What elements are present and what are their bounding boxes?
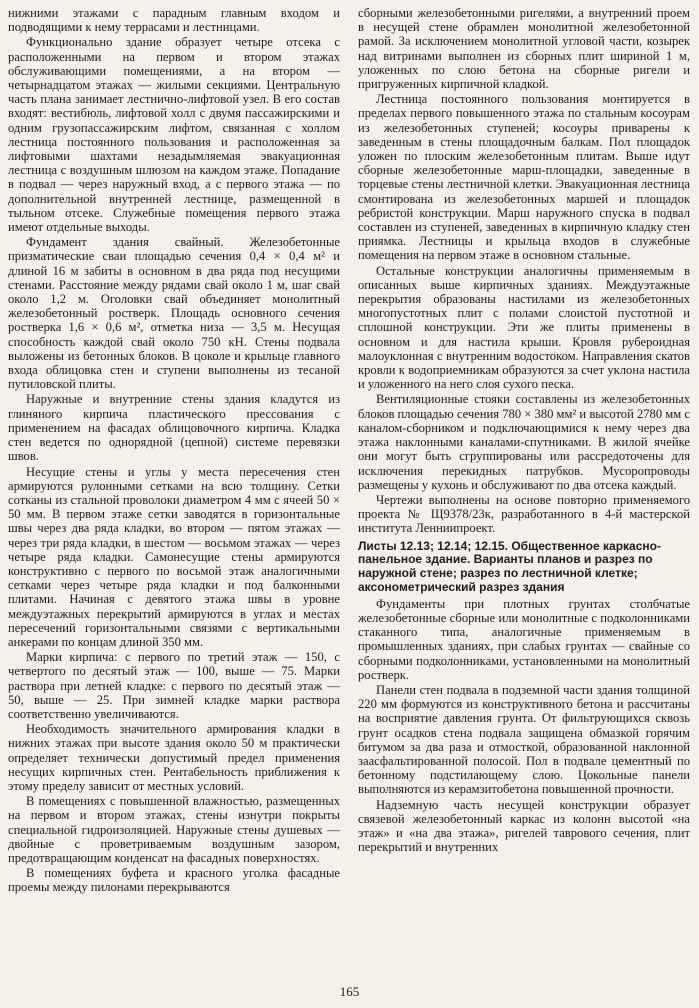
paragraph: В помещениях буфета и красного уголка фасадные проемы между пилонами перекрываются — [8, 866, 340, 895]
paragraph: Остальные конструкции аналогичны применяемым в описанных выше кирпичных зданиях. Междуэтажные перекрытия образованы настилами из железобетонных многопустотных плит с полами слоистой пустотной и сплошной конструкции. Эти же плиты применены в основном и для настила крыши. Кровля рубероидная малоуклонная с внутренним водостоком. Направления скатов кровли к водоприемникам образуются за счет уклона настила и уложенного на него слоя сухого песка. — [358, 263, 690, 392]
page-number: 165 — [339, 984, 360, 999]
paragraph: Функционально здание образует четыре отсека с расположенными на первом и втором этажах обслуживающими помещениями, а на втором — четырнадцатом этажах — жилыми секциями. Центральную часть плана занимает лестнично-лифтовой узел. В его состав входят: вестибюль, лифтовой холл с двумя пассажирскими и одним грузопассажирским лифтом, связанная с холлом лестница постоянного пользования и расположенная за лифтовыми шахтами незадымляемая эвакуационная лестница с воздушным шлюзом на каждом этаже. Попадание в подвал — через наружный вход, а с первого этажа — по дополнительной внутренней лестнице, размещенной в тыльном отсеке. Служебные помещения первого этажа имеют отдельные выходы. — [8, 35, 340, 235]
paragraph: сборными железобетонными ригелями, а внутренний проем в несущей стене обрамлен монолитной железобетонной рамой. За исключением монолитной угловой части, козырек над витринами выполнен из сборных плит шириной 1 м, уложенных по слою бетона на сборные ригели и пригруженных кирпичной кладкой. — [358, 6, 690, 92]
paragraph: Фундамент здания свайный. Железобетонные призматические сваи площадью сечения 0,4 × 0,4 м² и длиной 16 м забиты в основном в два ряда под несущими стенами. Расстояние между рядами свай около 1 м, шаг свай около 1,2 м. Оголовки свай объединяет монолитный железобетонный ростверк. Площадь основного сечения ростверка 1,6 × 0,6 м², отметка низа — 3,5 м. Несущая способность каждой свай около 750 кН. Стены подвала выложены из бетонных блоков. В цоколе и крыльце главного входа облицовка стен и ступени выполнены из тесаной путиловской плиты. — [8, 235, 340, 392]
paragraph: нижними этажами с парадным главным входом и подводящими к нему террасами и лестницами. — [8, 6, 340, 35]
paragraph: Надземную часть несущей конструкции образует связевой железобетонный каркас из колонн высотой «на этаж» и «на два этажа», ригелей таврового сечения, плит перекрытий и внутренних — [358, 797, 690, 855]
paragraph: Панели стен подвала в подземной части здания толщиной 220 мм формуются из конструктивного бетона и рассчитаны на восприятие давления грунта. От фильтрующихся сквозь грунт осадков стена подвала защищена обмазкой горячим битумом за два раза и отмосткой, образованной наклонной заасфальтированной полосой. Пол в подвале цементный по бетонному подстилающему слою. Цокольные панели выполняются из керамзитобетона повышенной прочности. — [358, 682, 690, 797]
paragraph: Марки кирпича: с первого по третий этаж — 150, с четвертого по десятый этаж — 100, выше — 75. Марки раствора при летней кладке: с первого по десятый этаж — 50, выше — 25. При зимней кладке марки раствора соответственно увеличиваются. — [8, 650, 340, 721]
paragraph: В помещениях с повышенной влажностью, размещенных на первом и втором этажах, стены изнутри покрыты специальной гидроизоляцией. Наружные стены душевых — двойные с проветриваемым воздушным зазором, предотвращающим конденсат на фасадных поверхностях. — [8, 794, 340, 865]
paragraph: Вентиляционные стояки составлены из железобетонных блоков площадью сечения 780 × 380 мм² и высотой 2780 мм с каналом-сборником и подключающимися к нему через два этажа наклонными каналами-спутниками. В жилой ячейке они могут быть сгруппированы или рассредоточены для исключения перекидных патрубков. Мусоропроводы размещены у кухонь и обслуживают по два отсека каждый. — [358, 392, 690, 492]
paragraph: Необходимость значительного армирования кладки в нижних этажах при высоте здания около 50 м практически определяет технически допустимый предел применения несущих кирпичных стен. Рентабельность приближения к этому пределу зависит от местных условий. — [8, 722, 340, 793]
left-column — [8, 6, 340, 896]
paragraph: Лестница постоянного пользования монтируется в пределах первого повышенного этажа по стальным косоурам из железобетонных ступеней; косоуры приварены к заведенным в стены площадочным балкам. Пол площадок уложен по плоским железобетонным плитам. Выше идут сборные железобетонные марш-площадки, заведенные в торцевые стены лестничной клетки. Эвакуационная лестница смонтирована из железобетонных маршей и площадок ребристой конструкции. Марш наружного спуска в подвал составлен из ступеней, заведенных в кирпичную кладку стен приямка. Лестницы и крыльца входов в служебные помещения на первом этаже в основном стальные. — [358, 92, 690, 263]
paragraph: Наружные и внутренние стены здания кладутся из глиняного кирпича пластического прессования с применением на фасадах облицовочного кирпича. Кладка стен ведется по однорядной (цепной) системе перевязки швов. — [8, 392, 340, 464]
section-heading: Листы 12.13; 12.14; 12.15. Общественное каркасно-панельное здание. Варианты планов и разрез по наружной стене; разрез по лестничной клетке; аксонометрический разрез здания — [358, 538, 661, 594]
paragraph: Фундаменты при плотных грунтах столбчатые железобетонные сборные или монолитные с подколонниками стаканного типа, аналогичные применяемым в промышленных зданиях, при слабых грунтах — свайные со сборными подколонниками, установленными на монолитный ростверк. — [358, 596, 690, 682]
right-column — [358, 6, 690, 855]
paragraph: Несущие стены и углы у места пересечения стен армируются рулонными сетками на всю толщину. Сетки сотканы из стальной проволоки диаметром 4 мм с ячеей 50 × 50 мм. В первом этаже сетки заводятся в горизонтальные швы через два ряда кладки, во втором — пятом этажах — через три ряда кладки, в шестом — восьмом этажах — через четыре ряда кладки. Самонесущие стены армируются конструктивно с первого по восьмой этаж аналогичными сетками через четыре ряда кладки и под балконными плитами. Начиная с девятого этажа швы в уровне междуэтажных перекрытий армируются в углах и местах пересечений горизонтальными связями с вертикальными анкерами по концам длиной 350 мм. — [8, 464, 340, 649]
paragraph: Чертежи выполнены на основе повторно применяемого проекта № Щ9378/23к, разработанного в 4-й мастерской института Ленниипроект. — [358, 492, 690, 536]
